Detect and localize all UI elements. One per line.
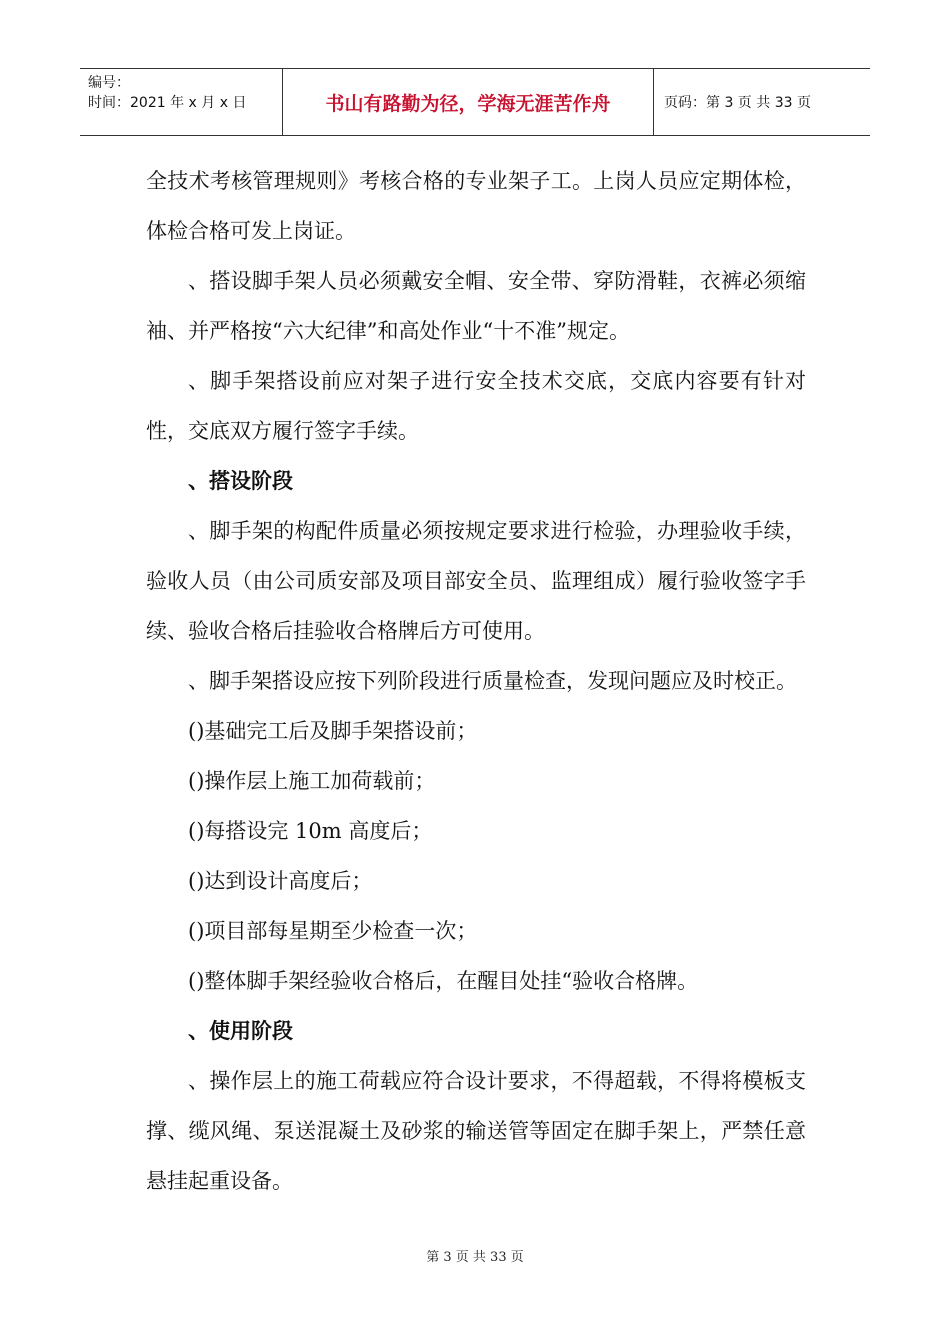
paragraph: 、操作层上的施工荷载应符合设计要求，不得超载，不得将模板支撑、缆风绳、泵送混凝土及砂浆的输送管等固定在脚手架上，严禁任意悬挂起重设备。 — [146, 1069, 806, 1193]
list-item: ()达到设计高度后； — [188, 869, 373, 893]
paragraph: 、脚手架搭设前应对架子进行安全技术交底，交底内容要有针对性，交底双方履行签字手续。 — [146, 369, 806, 443]
header-meta — [80, 69, 283, 135]
page-footer: 第 3 页 共 33 页 — [426, 1250, 524, 1265]
header-page-number: 页码：第 3 页 共 33 页 — [664, 95, 811, 111]
section-heading: 、使用阶段 — [188, 1018, 293, 1043]
number-label: 编号： — [88, 75, 130, 91]
list-item: ()项目部每星期至少检查一次； — [188, 919, 478, 943]
paragraph: 全技术考核管理规则》考核合格的专业架子工。上岗人员应定期体检，体检合格可发上岗证。 — [146, 169, 806, 243]
paragraph: 、脚手架的构配件质量必须按规定要求进行检验，办理验收手续，验收人员（由公司质安部及项目部安全员、监理组成）履行验收签字手续、验收合格后挂验收合格牌后方可使用。 — [146, 519, 806, 643]
document-body — [146, 156, 806, 1206]
section-heading: 、搭设阶段 — [188, 468, 293, 493]
page-header — [80, 68, 870, 136]
list-item: ()基础完工后及脚手架搭设前； — [188, 719, 478, 743]
list-item: ()操作层上施工加荷载前； — [188, 769, 436, 793]
paragraph: 、搭设脚手架人员必须戴安全帽、安全带、穿防滑鞋，衣裤必须缩袖、并严格按“六大纪律”和高处作业“十不准”规定。 — [146, 269, 806, 343]
list-item: ()每搭设完 10m 高度后； — [188, 819, 433, 843]
header-motto: 书山有路勤为径，学海无涯苦作舟 — [283, 69, 654, 135]
date-label: 时间：2021 年 x 月 x 日 — [88, 95, 247, 111]
list-item: ()整体脚手架经验收合格后，在醒目处挂“验收合格牌。 — [188, 969, 699, 993]
paragraph: 、脚手架搭设应按下列阶段进行质量检查，发现问题应及时校正。 — [188, 669, 797, 693]
